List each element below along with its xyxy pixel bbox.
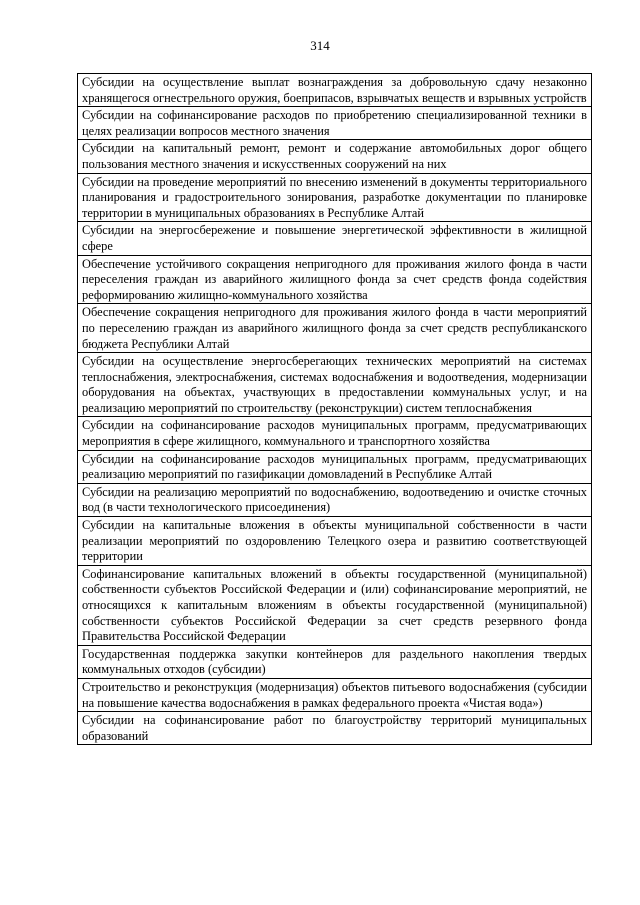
table-row [78,173,592,222]
subsidies-table [77,73,592,745]
table-row [78,304,592,353]
table-row [78,517,592,566]
table-cell: Субсидии на софинансирование расходов муниципальных программ, предусматривающих мероприятия в сфере жилищного, коммунального и транспортного хозяйства [78,417,592,450]
table-row [78,107,592,140]
page-number: 314 [310,38,330,53]
table-cell: Субсидии на капитальные вложения в объекты муниципальной собственности в части реализации мероприятий по оздоровлению Телецкого озера и развитию соответствующей территории [78,517,592,566]
table-row [78,417,592,450]
table-cell: Софинансирование капитальных вложений в объекты государственной (муниципальной) собственности субъектов Российской Федерации и (или) софинансирование мероприятий, не относящихся к капитальным вложениям в объекты государственной (муниципальной) собственности субъектов Российской Федерации за счет средств резервного фонда Правительства Российской Федерации [78,565,592,645]
table-cell: Субсидии на энергосбережение и повышение энергетической эффективности в жилищной сфере [78,222,592,255]
table-cell: Субсидии на софинансирование работ по благоустройству территорий муниципальных образований [78,712,592,745]
table-cell: Субсидии на осуществление выплат вознаграждения за добровольную сдачу незаконно хранящегося огнестрельного оружия, боеприпасов, взрывчатых веществ и взрывных устройств [78,74,592,107]
table-row [78,222,592,255]
table-cell: Строительство и реконструкция (модернизация) объектов питьевого водоснабжения (субсидии на повышение качества водоснабжения в рамках федерального проекта «Чистая вода») [78,678,592,711]
table-cell: Субсидии на софинансирование расходов муниципальных программ, предусматривающих реализацию мероприятий по газификации домовладений в Республике Алтай [78,450,592,483]
table-row [78,678,592,711]
table-row [78,74,592,107]
table-row [78,255,592,304]
table-cell: Государственная поддержка закупки контейнеров для раздельного накопления твердых коммунальных отходов (субсидии) [78,645,592,678]
table-cell: Обеспечение сокращения непригодного для проживания жилого фонда в части мероприятий по переселению граждан из аварийного жилищного фонда за счет средств республиканского бюджета Республики Алтай [78,304,592,353]
table-row [78,565,592,645]
table-row [78,645,592,678]
table-row [78,712,592,745]
table-row [78,483,592,516]
table-cell: Субсидии на капитальный ремонт, ремонт и содержание автомобильных дорог общего пользования местного значения и искусственных сооружений на них [78,140,592,173]
table-row [78,140,592,173]
table-cell: Субсидии на проведение мероприятий по внесению изменений в документы территориального планирования и градостроительного зонирования, разработке документации по планировке территории в муниципальных образованиях в Республике Алтай [78,173,592,222]
table-cell: Субсидии на реализацию мероприятий по водоснабжению, водоотведению и очистке сточных вод (в части технологического присоединения) [78,483,592,516]
table-cell: Обеспечение устойчивого сокращения непригодного для проживания жилого фонда в части переселения граждан из аварийного жилищного фонда за счет средств фонда содействия реформированию жилищно-коммунального хозяйства [78,255,592,304]
table-row [78,450,592,483]
table-row [78,353,592,417]
table-cell: Субсидии на осуществление энергосберегающих технических мероприятий на системах теплоснабжения, электроснабжения, системах водоснабжения и водоотведения, модернизации оборудования на объектах, участвующих в предоставлении коммунальных услуг, и на реализацию мероприятий по строительству (реконструкции) систем теплоснабжения [78,353,592,417]
table-cell: Субсидии на софинансирование расходов по приобретению специализированной техники в целях реализации вопросов местного значения [78,107,592,140]
